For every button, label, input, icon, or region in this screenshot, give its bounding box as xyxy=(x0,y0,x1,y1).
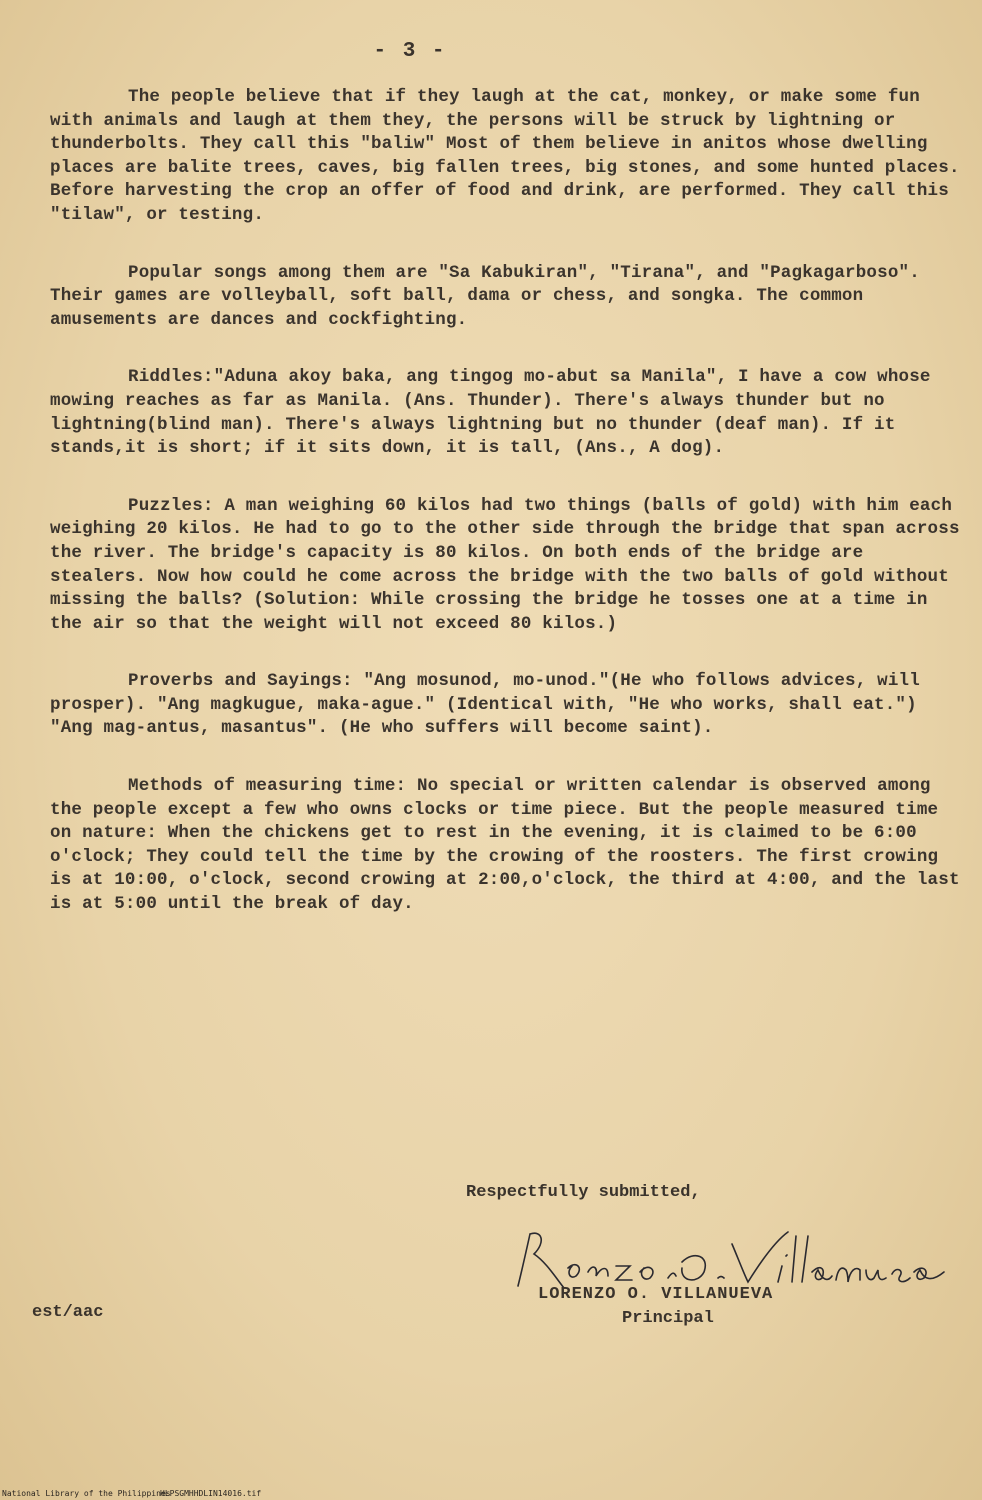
paragraph-measuring-time: Methods of measuring time: No special or written calendar is observed among the people except a few who owns clocks or time piece. But the people measured time on nature: When the chickens get to rest in the evening, it is claimed to be 6:00 o'clock; They could tell the time by the crowing of the roosters. The first crowing is at 10:00, o'clock, second crowing at 2:00,o'clock, the third at 4:00, and the last is at 5:00 until the break of day. xyxy=(50,776,960,915)
paragraph-proverbs: Proverbs and Sayings: "Ang mosunod, mo-unod."(He who follows advices, will prosper). "Ang magkugue, maka-ague." (Identical with, "He who works, shall eat.") "Ang mag-antus, masantus". (He who suffers will become saint). xyxy=(50,671,920,739)
closing-line: Respectfully submitted, xyxy=(466,1183,701,1202)
body-text xyxy=(50,86,960,951)
reference-initials: est/aac xyxy=(32,1303,104,1322)
signer-name: LORENZO O. VILLANUEVA xyxy=(538,1285,774,1304)
paragraph-riddles: Riddles:"Aduna akoy baka, ang tingog mo-abut sa Manila", I have a cow whose mowing reaches as far as Manila. (Ans. Thunder). There's always thunder but no lightning(blind man). There's always lightning but no thunder (deaf man). If it stands,it is short; if it sits down, it is tall, (Ans., A dog). xyxy=(50,367,931,459)
paragraph-songs-games: Popular songs among them are "Sa Kabukiran", "Tirana", and "Pagkagarboso". Their games are volleyball, soft ball, dama or chess, and songka. The common amusements are dances and cockfighting. xyxy=(50,262,920,330)
paragraph-puzzles: Puzzles: A man weighing 60 kilos had two things (balls of gold) with him each weighing 20 kilos. He had to go to the other side through the bridge that span across the river. The bridge's capacity is 80 kilos. On both ends of the bridge are stealers. Now how could he come across the bridge with the two balls of gold without missing the balls? (Solution: While crossing the bridge he tosses one at a time in the air so that the weight will not exceed 80 kilos.) xyxy=(50,495,960,634)
page-number: - 3 - xyxy=(373,40,447,63)
footer-filename: HLPSGMHHDLIN14016.tif xyxy=(160,1489,262,1498)
footer-credit: National Library of the Philippines xyxy=(2,1489,171,1498)
signer-title: Principal xyxy=(622,1309,714,1328)
paragraph-beliefs: The people believe that if they laugh at the cat, monkey, or make some fun with animals and laugh at them they, the persons will be struck by lightning or thunderbolts. They call this "baliw" Most of them believe in anitos whose dwelling places are balite trees, caves, big fallen trees, big stones, and some hunted places. Before harvesting the crop an offer of food and drink, are performed. They call this "tilaw", or testing. xyxy=(50,87,960,225)
